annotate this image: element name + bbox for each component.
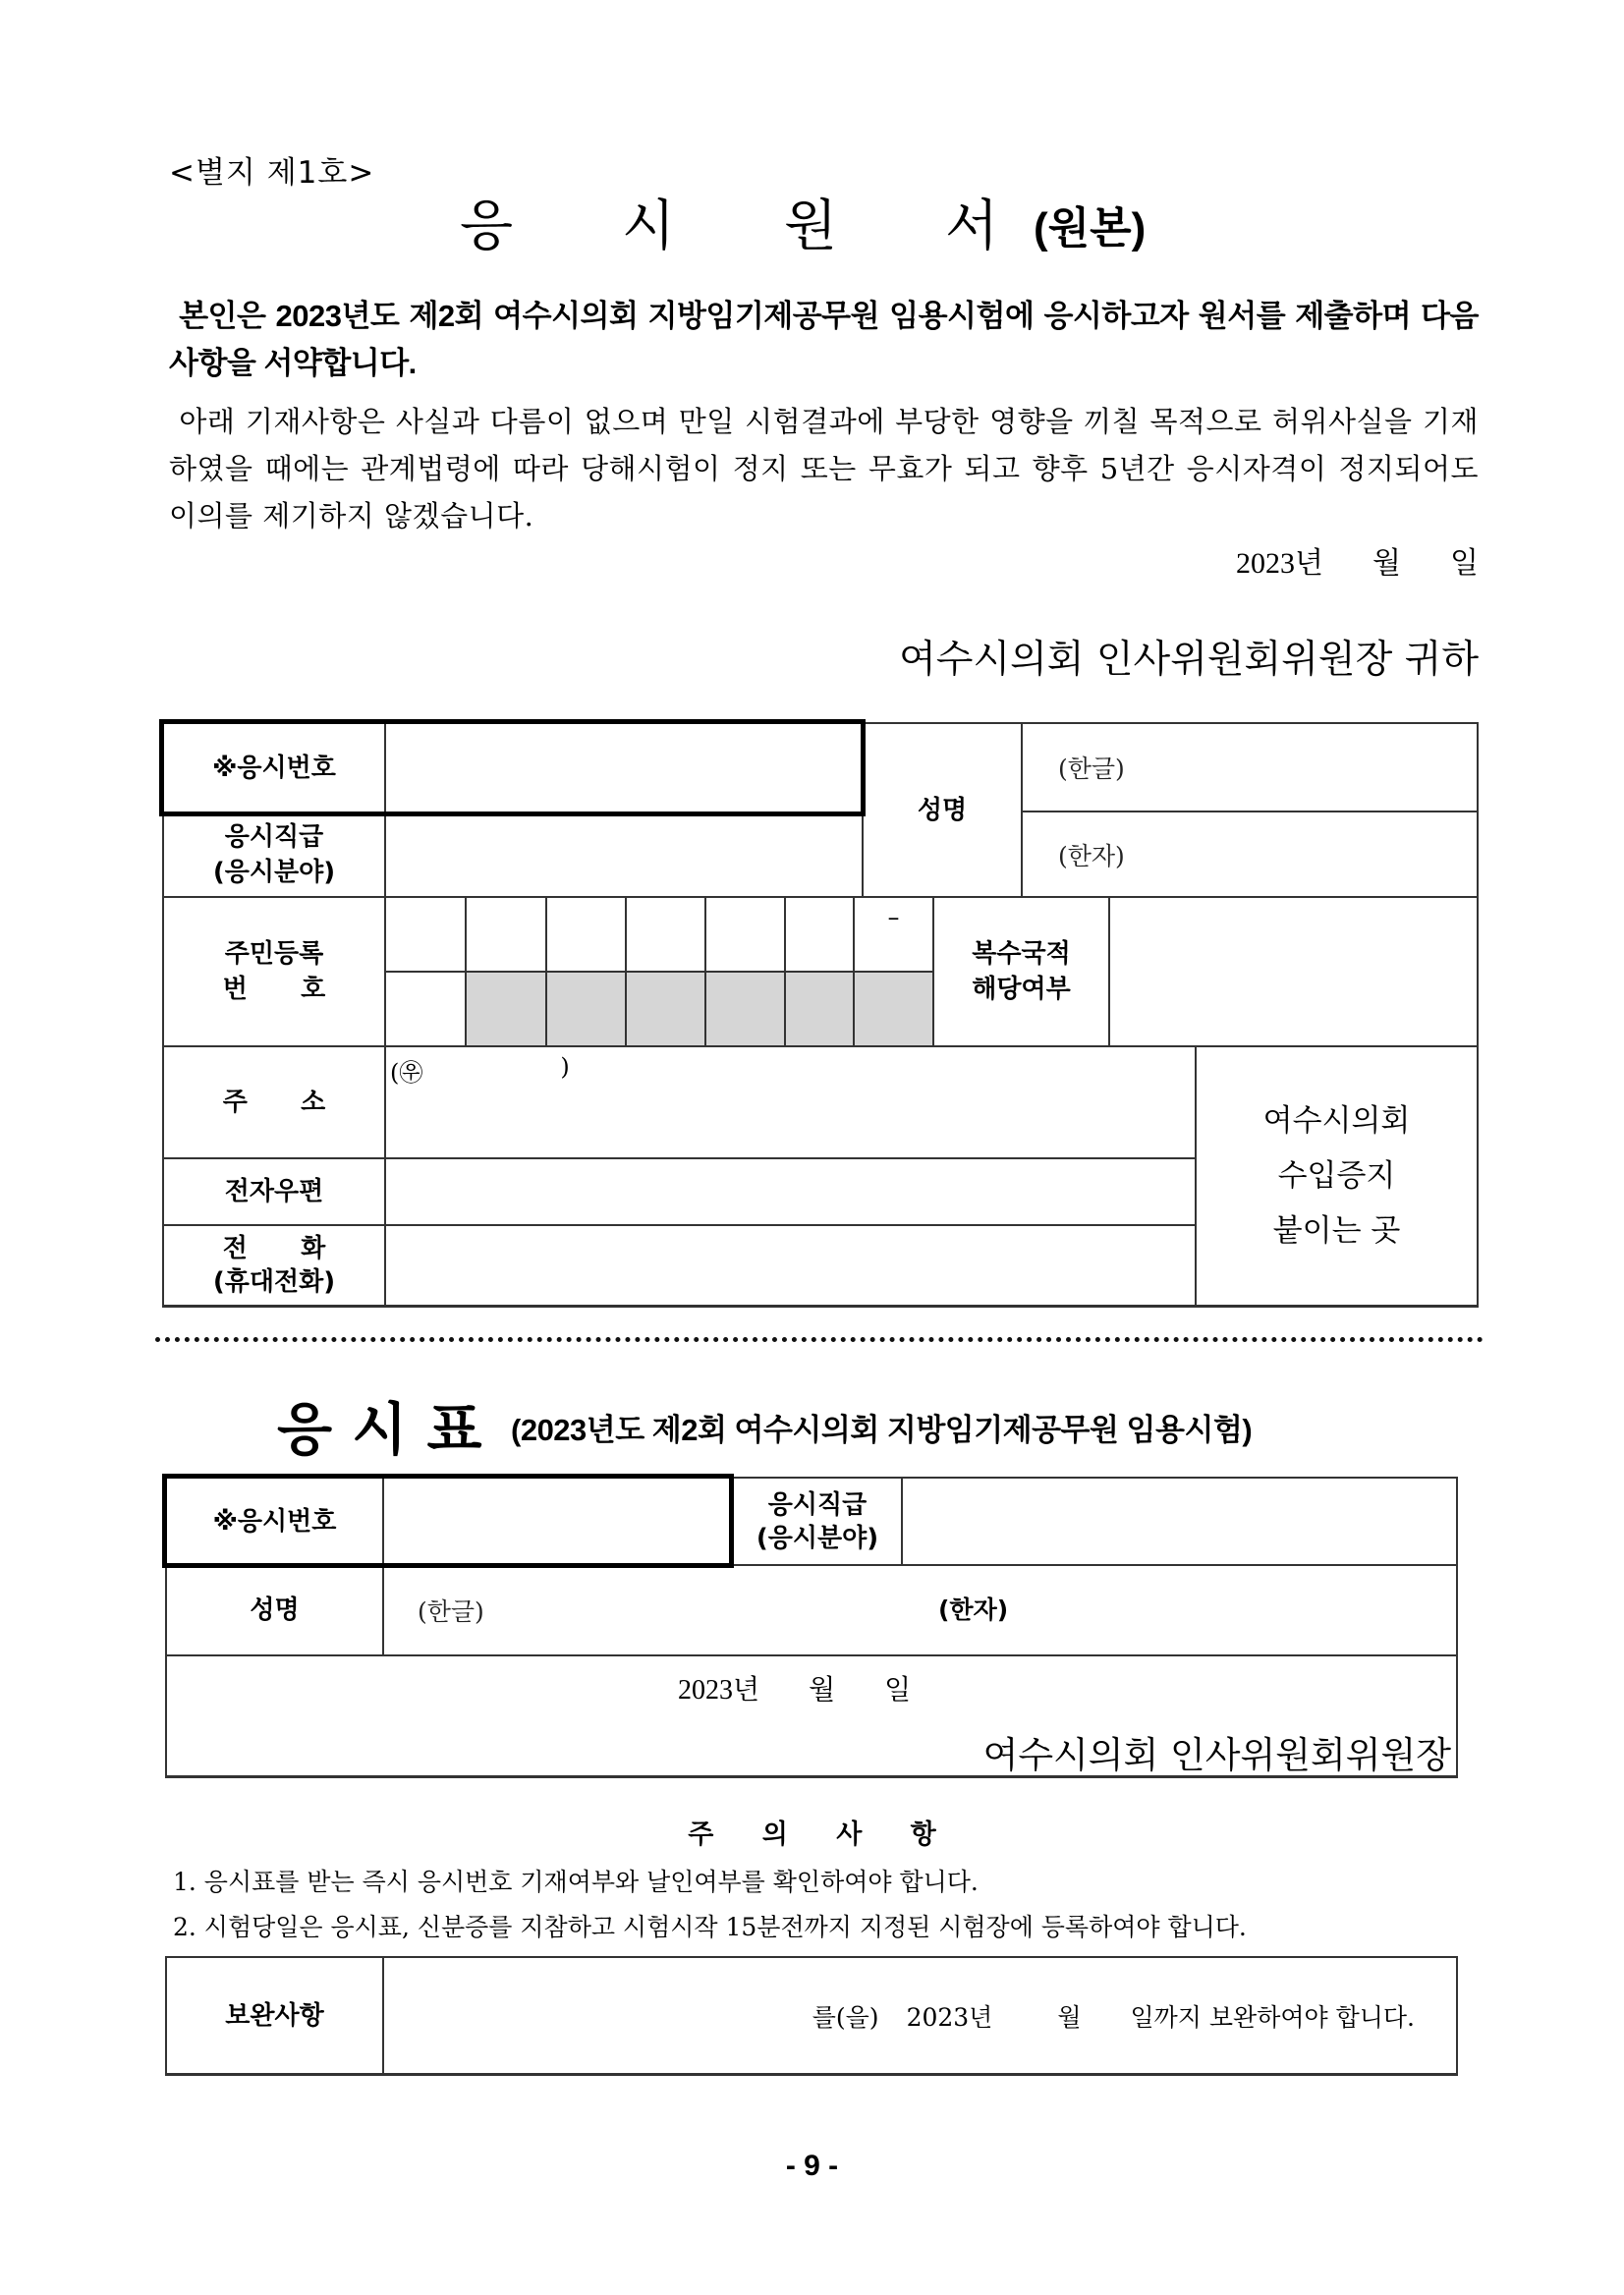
title-char: 시 [622,195,676,258]
date-month: 월 [1372,547,1402,580]
notice-item: 1. 응시표를 받는 즉시 응시번호 기재여부와 날인여부를 확인하여야 합니다. [173,1868,979,1896]
addressee: 여수시의회 인사위원회위원장 귀하 [899,638,1479,682]
pledge-body [169,398,1479,539]
rrn-label [164,898,384,1045]
ticket-date-day: 일 [884,1675,912,1706]
supplement-field[interactable] [384,1958,1456,2073]
ticket-position-field[interactable] [903,1479,1456,1564]
ticket-date-month: 월 [809,1675,836,1706]
phone-label [164,1226,384,1305]
dual-nationality-label-line1: 복수국적 [972,939,1071,969]
supplement-year: 2023년 [906,2002,993,2032]
ticket-position-label-line2: (응시분야) [756,1523,879,1553]
cut-line-divider [155,1337,1484,1342]
email-label: 전자우편 [224,1177,324,1206]
ticket-date-year: 2023년 [678,1675,760,1706]
title-char: 응 [460,195,514,258]
ticket-name-korean-field[interactable]: (한글) [418,1597,484,1626]
ticket-name-hanja-field[interactable]: (한자) [938,1595,1009,1624]
stamp-area-line2: 수입증지 [1277,1158,1396,1194]
ticket-exam-number-label: ※응시번호 [212,1506,337,1537]
postal-code-suffix: ) [560,1053,570,1081]
pledge-text: 본인은 2023년도 제2회 여수시의회 지방임기제공무원 임용시험에 응시하고자 원서를 제출하며 다음 사항을 서약합니다. [169,299,1479,380]
dual-nationality-label [934,898,1108,1045]
address-field[interactable] [386,1047,1195,1157]
title-char: 서 [945,195,999,258]
ticket-position-label [734,1479,901,1564]
position-label-line2: (응시분야) [212,858,336,887]
position-label-line1: 응시직급 [224,822,324,852]
exam-number-label: ※응시번호 [212,753,336,783]
address-label: 주 소 [222,1088,326,1117]
title-suffix: (원본) [1034,204,1147,252]
stamp-area-line1: 여수시의회 [1262,1103,1411,1139]
ticket-position-label-line1: 응시직급 [767,1489,868,1520]
revenue-stamp-area [1197,1047,1477,1305]
phone-field[interactable] [386,1226,1195,1305]
exam-number-field[interactable] [386,724,862,812]
notices-title: 주 의 사 항 [688,1819,936,1850]
rrn-label-line1: 주민등록 [224,939,324,969]
email-field[interactable] [386,1159,1195,1224]
pledge-statement [169,293,1479,387]
date-day: 일 [1450,547,1479,580]
ticket-title: 응 시 표 [277,1396,482,1463]
position-field[interactable] [386,813,862,896]
supplement-deadline-text: 일까지 보완하여야 합니다. [1130,2002,1415,2032]
ticket-name-label: 성명 [250,1595,300,1625]
supplement-month: 월 [1057,2002,1082,2032]
page-number: - 9 - [785,2150,839,2182]
rrn-label-line2: 번 호 [222,975,326,1004]
stamp-area-line3: 붙이는 곳 [1272,1213,1401,1249]
position-label [164,813,384,896]
dual-nationality-field[interactable] [1110,898,1477,1045]
name-hanja-field[interactable]: (한자) [1058,841,1125,870]
dual-nationality-label-line2: 해당여부 [972,975,1071,1004]
phone-label-line2: (휴대전화) [212,1267,336,1297]
ticket-subtitle: (2023년도 제2회 여수시의회 지방임기제공무원 임용시험) [511,1413,1253,1447]
date-year: 2023년 [1236,547,1324,580]
ticket-exam-number-field[interactable] [384,1479,730,1564]
ticket-date [678,1668,911,1707]
title-char: 원 [784,195,838,258]
supplement-label: 보완사항 [225,2000,324,2031]
rrn-digit-boxes[interactable] [386,898,932,1045]
pledge-body-text: 아래 기재사항은 사실과 다름이 없으며 만일 시험결과에 부당한 영향을 끼칠 목적으로 허위사실을 기재하였을 때에는 관계법령에 따라 당해시험이 정지 또는 무효가 되고 향후 5년간 응시자격이 정지되어도 이의를 제기하지 않겠습니다. [169,405,1479,532]
application-date [1236,538,1479,582]
phone-label-line1: 전 화 [222,1234,326,1263]
supplement-object: 를(을) [812,2002,879,2032]
name-korean-field[interactable]: (한글) [1058,755,1125,783]
ticket-issuer: 여수시의회 인사위원회위원장 [982,1734,1451,1776]
name-label: 성명 [917,795,968,825]
form-number: <별지 제1호> [169,155,375,191]
notice-item: 2. 시험당일은 응시표, 신분증를 지참하고 시험시작 15분전까지 지정된 시험장에 등록하여야 합니다. [173,1913,1247,1941]
postal-code-prefix: (㉾ [390,1059,423,1087]
rrn-separator: – [887,904,900,931]
